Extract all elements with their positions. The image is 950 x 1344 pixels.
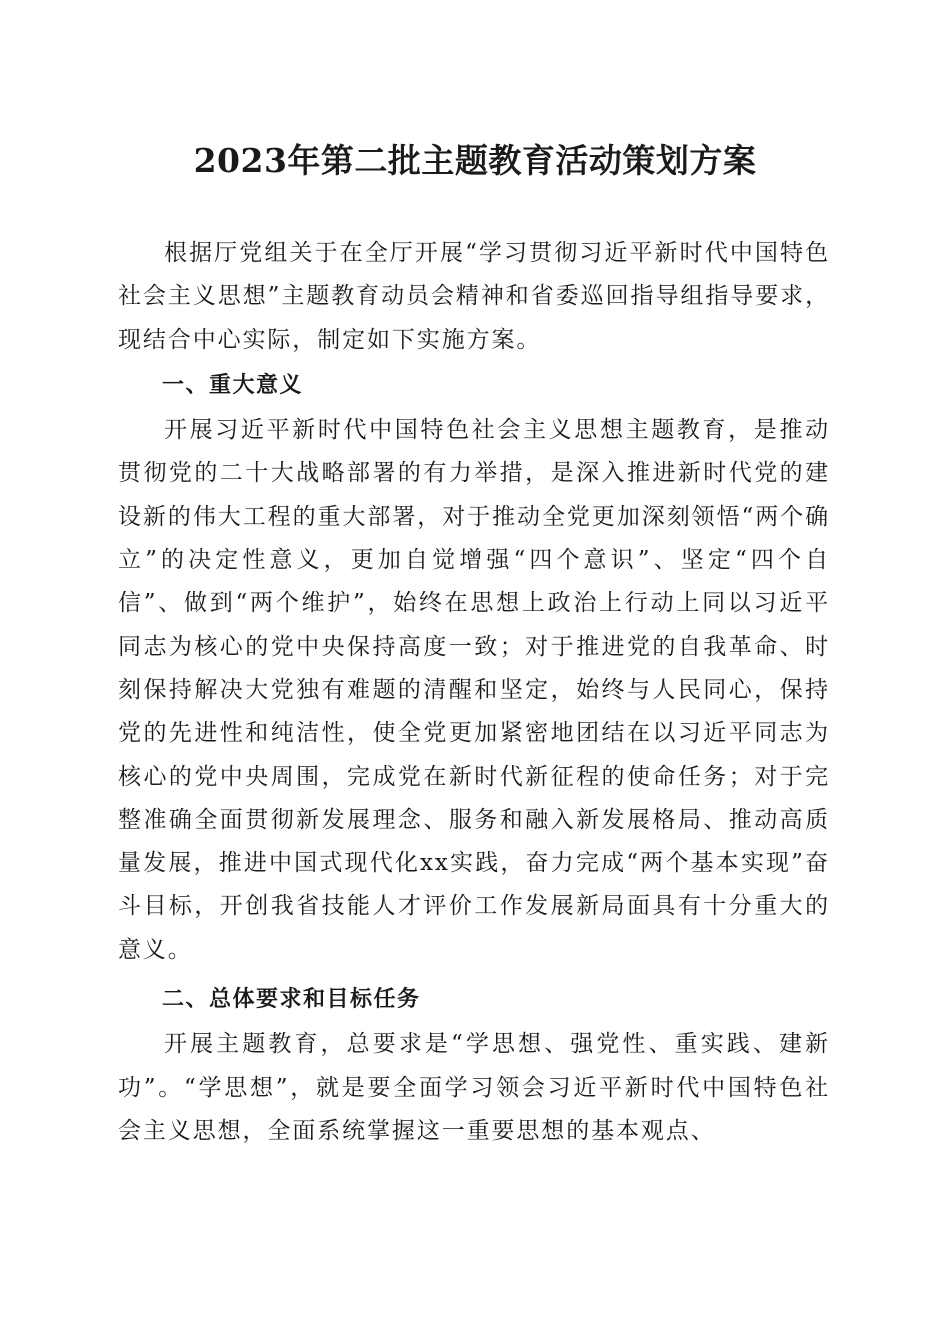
document-body [118,232,830,1153]
section-significance [118,364,830,972]
section-paragraph: 开展主题教育，总要求是“学思想、强党性、重实践、建新功”。“学思想”，就是要全面学习领会习近平新时代中国特色社会主义思想，全面系统掌握这一重要思想的基本观点、 [118,1031,830,1144]
section-heading: 一、重大意义 [162,372,304,398]
section-paragraph: 开展习近平新时代中国特色社会主义思想主题教育，是推动贯彻党的二十大战略部署的有力举措，是深入推进新时代党的建设新的伟大工程的重大部署，对于推动全党更加深刻领悟“两个确立”的决定性意义，更加自觉增强“四个意识”、坚定“四个自信”、做到“两个维护”，始终在思想上政治上行动上同以习近平同志为核心的党中央保持高度一致；对于推进党的自我革命、时刻保持解决大党独有难题的清醒和坚定，始终与人民同心，保持党的先进性和纯洁性，使全党更加紧密地团结在以习近平同志为核心的党中央周围，完成党在新时代新征程的使命任务；对于完整准确全面贯彻新发展理念、服务和融入新发展格局、推动高质量发展，推进中国式现代化xx实践，奋力完成“两个基本实现”奋斗目标，开创我省技能人才评价工作发展新局面具有十分重大的意义。 [118,417,830,963]
section-requirements [118,978,830,1153]
document-title: 2023年第二批主题教育活动策划方案 [193,141,757,180]
section-heading: 二、总体要求和目标任务 [162,987,421,1013]
intro-paragraph: 根据厅党组关于在全厅开展“学习贯彻习近平新时代中国特色社会主义思想”主题教育动员会精神和省委巡回指导组指导要求，现结合中心实际，制定如下实施方案。 [118,240,830,353]
